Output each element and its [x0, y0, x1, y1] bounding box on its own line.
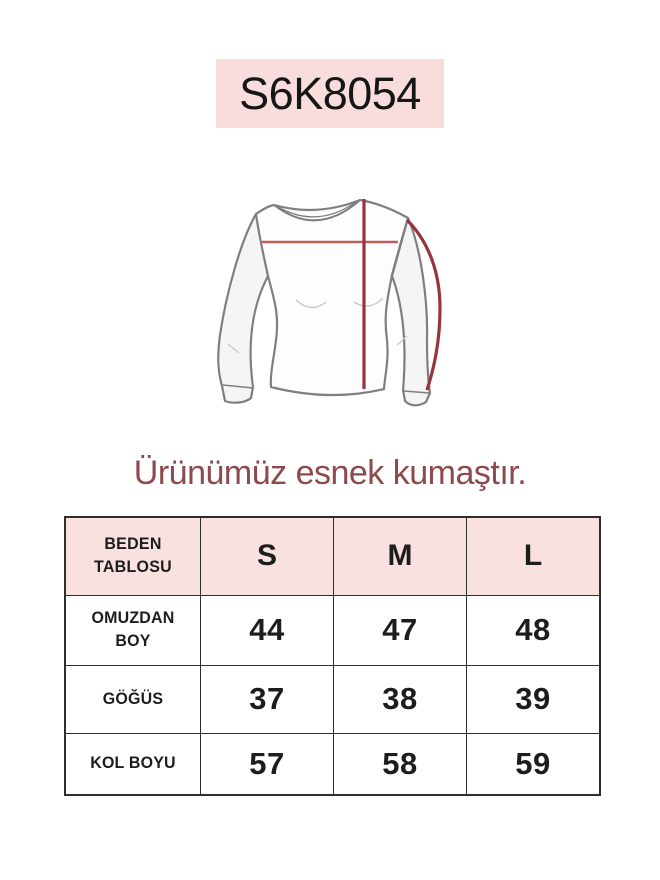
size-table-title-cell: [65, 517, 201, 595]
measurement-label-cell: [65, 733, 201, 795]
measurement-value-cell: [201, 665, 334, 733]
measurement-value: 47: [382, 612, 418, 647]
measurement-value: 37: [249, 681, 285, 716]
measurement-value-cell: [467, 595, 601, 665]
measurement-value-cell: [201, 595, 334, 665]
product-code-banner: [216, 59, 444, 128]
measurement-value-cell: [201, 733, 334, 795]
garment-diagram: [195, 155, 465, 450]
measurement-value: 39: [515, 681, 551, 716]
shirt-body-shape: [256, 200, 408, 395]
size-letter-m: M: [387, 539, 413, 573]
size-table-header-row: [65, 517, 600, 595]
measurement-value: 58: [382, 745, 418, 781]
measurement-label: OMUZDAN BOY: [91, 608, 175, 650]
measurement-value-cell: [467, 665, 601, 733]
measurement-value: 38: [382, 681, 418, 716]
measurement-value: 48: [515, 612, 551, 647]
size-table: [64, 516, 601, 796]
measurement-row-chest: [65, 665, 600, 733]
measurement-label-cell: [65, 665, 201, 733]
size-col-s: [201, 517, 334, 595]
measurement-row-sleeve-length: [65, 733, 600, 795]
product-code: S6K8054: [239, 67, 421, 119]
stretch-fabric-note: Ürünümüz esnek kumaştır.: [133, 454, 527, 492]
measurement-label: KOL BOYU: [90, 753, 176, 773]
measurement-value-cell: [334, 733, 467, 795]
measurement-value-cell: [334, 665, 467, 733]
measurement-value: 59: [515, 745, 551, 781]
measurement-row-shoulder-length: [65, 595, 600, 665]
measurement-value: 44: [249, 612, 285, 647]
measurement-value-cell: [334, 595, 467, 665]
size-table-title: BEDEN TABLOSU: [93, 534, 173, 577]
measurement-label-cell: [65, 595, 201, 665]
size-letter-l: L: [523, 539, 543, 573]
size-col-m: [334, 517, 467, 595]
measurement-value-cell: [467, 733, 601, 795]
size-col-l: [467, 517, 601, 595]
measurement-label: GÖĞÜS: [102, 688, 164, 708]
size-letter-s: S: [256, 539, 277, 573]
measurement-value: 57: [249, 745, 285, 781]
